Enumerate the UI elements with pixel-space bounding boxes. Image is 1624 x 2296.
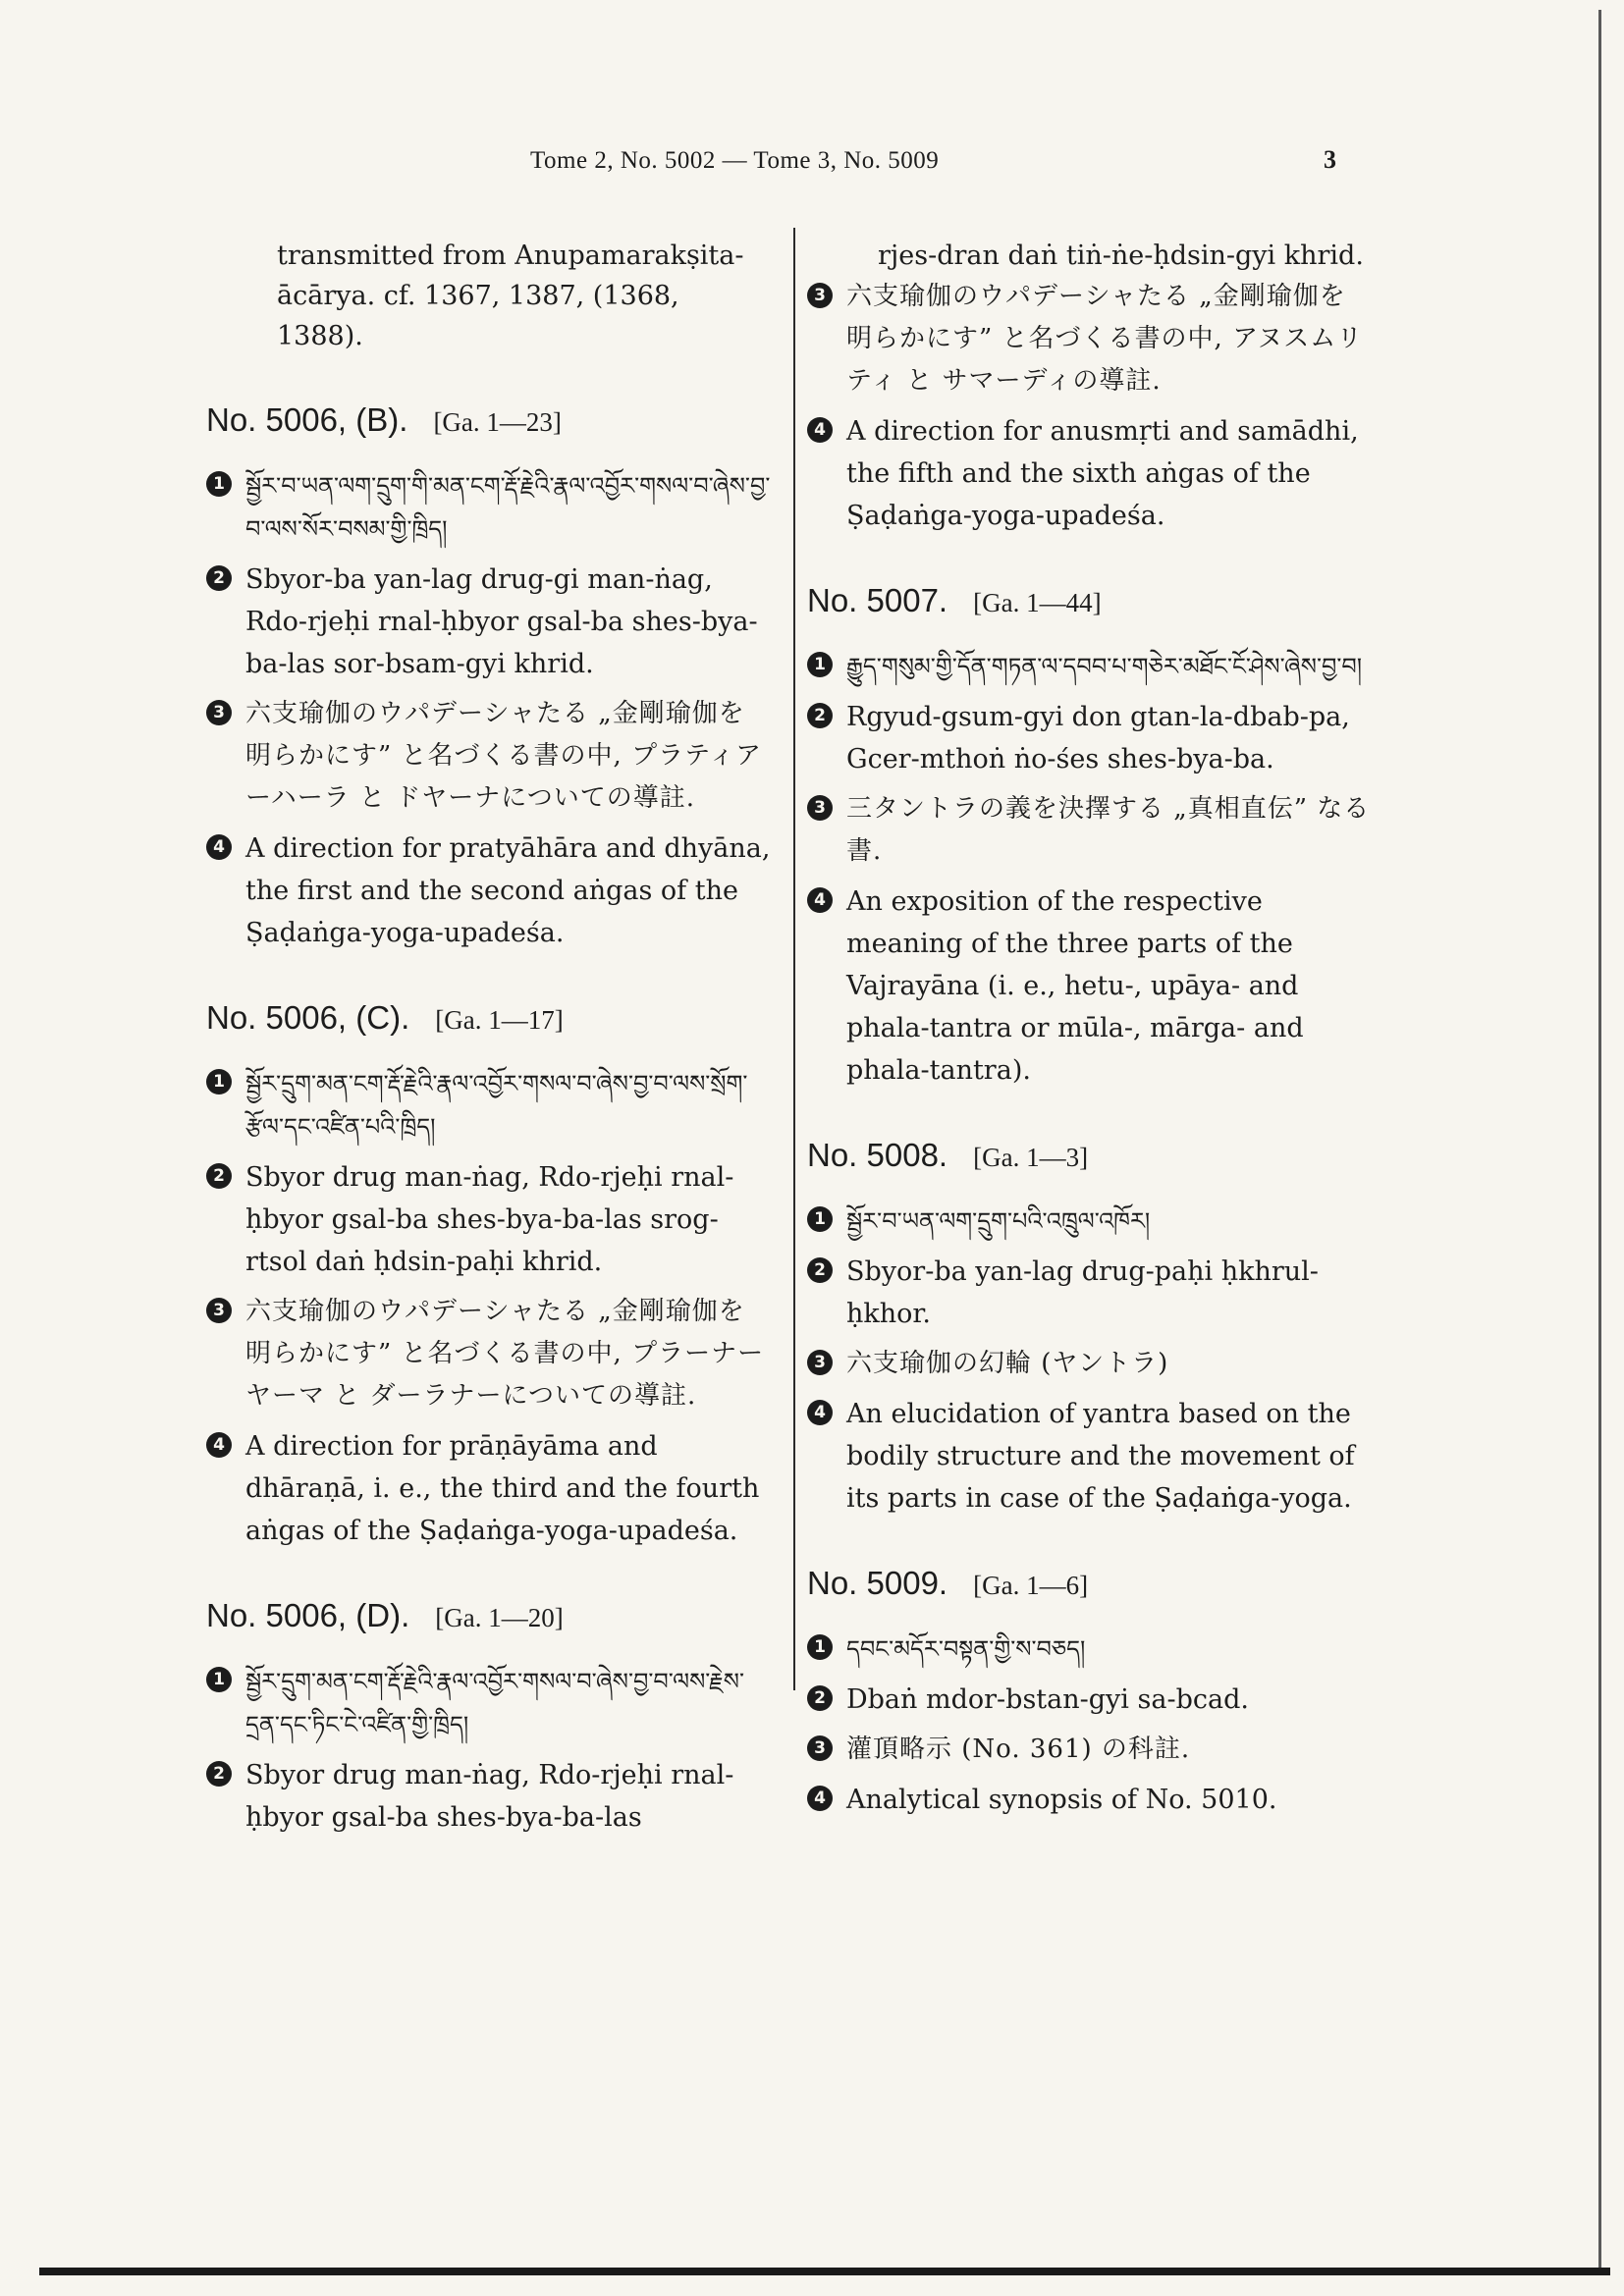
entry-heading	[807, 1133, 1372, 1180]
entry-number: No. 5006, (B).	[206, 401, 408, 438]
numbered-item	[206, 559, 771, 685]
entry-number: No. 5006, (C).	[206, 999, 410, 1036]
circled-number-icon: 3	[206, 1298, 232, 1323]
page-edge-rule	[1598, 10, 1601, 2268]
numbered-item	[206, 1291, 771, 1417]
item-text: 三タントラの義を決擇する „真相直伝” なる書.	[846, 794, 1371, 866]
entry-reference: [Ga. 1—23]	[433, 407, 562, 437]
catalog-entry	[807, 578, 1372, 1092]
circled-number-icon: 4	[807, 1786, 833, 1811]
circled-number-icon: 1	[807, 1206, 833, 1232]
numbered-item	[807, 1251, 1372, 1335]
numbered-item	[206, 1425, 771, 1552]
entry-heading	[206, 1593, 771, 1640]
numbered-item	[807, 1779, 1372, 1821]
circled-number-icon: 1	[807, 652, 833, 677]
numbered-item	[807, 1729, 1372, 1771]
numbered-item	[807, 276, 1372, 402]
left-entries	[206, 398, 771, 1839]
numbered-item	[807, 1343, 1372, 1385]
item-text: Dbaṅ mdor-bstan-gyi sa-bcad.	[846, 1684, 1249, 1715]
entry-reference: [Ga. 1—17]	[435, 1005, 564, 1035]
continuation-text: rjes-dran daṅ tiṅ-ṅe-ḥdsin-gyi khrid.	[878, 240, 1364, 271]
item-text: An exposition of the respective meaning of the three parts of the Vajrayāna (i. e., hetu-, upāya- and phala-tantra or mūla-, mārga- and phala-tantra).	[846, 886, 1304, 1086]
circled-number-icon: 4	[807, 887, 833, 913]
entry-heading	[807, 578, 1372, 625]
page-number: 3	[1324, 145, 1336, 174]
circled-number-icon: 4	[807, 417, 833, 443]
circled-number-icon: 2	[206, 565, 232, 591]
item-text: A direction for prāṇāyāma and dhāraṇā, i. e., the third and the fourth aṅgas of the Ṣaḍaṅga-yoga-upadeśa.	[245, 1431, 760, 1546]
entry-reference: [Ga. 1—3]	[973, 1143, 1089, 1172]
numbered-item	[807, 1393, 1372, 1520]
entry-heading	[807, 1561, 1372, 1608]
numbered-item	[807, 645, 1372, 688]
numbered-item	[206, 1660, 771, 1746]
bottom-rule	[39, 2268, 1610, 2275]
circled-number-icon: 3	[206, 700, 232, 725]
continuation-text: transmitted from Anupamarakṣita-ācārya. cf. 1367, 1387, (1368, 1388).	[277, 240, 744, 351]
entry-number: No. 5008.	[807, 1137, 948, 1173]
item-text: 六支瑜伽のウパデーシャたる „金剛瑜伽を明らかにす” と名づくる書の中, プラティアーハーラ と ドヤーナについての導註.	[245, 699, 763, 813]
item-text: A direction for anusmṛti and samādhi, the fifth and the sixth aṅgas of the Ṣaḍaṅga-yoga-upadeśa.	[846, 416, 1359, 531]
catalog-entry	[807, 1133, 1372, 1520]
circled-number-icon: 3	[807, 1735, 833, 1761]
item-text: Analytical synopsis of No. 5010.	[846, 1785, 1277, 1815]
left-column	[206, 236, 771, 1846]
circled-number-icon: 2	[807, 1257, 833, 1283]
item-text: An elucidation of yantra based on the bodily structure and the movement of its parts in case of the Ṣaḍaṅga-yoga.	[846, 1399, 1355, 1514]
item-text: Sbyor drug man-ṅag, Rdo-rjeḥi rnal-ḥbyor gsal-ba shes-bya-ba-las srog-rtsol daṅ ḥdsin-paḥi khrid.	[245, 1162, 734, 1277]
circled-number-icon: 1	[206, 471, 232, 497]
circled-number-icon: 2	[206, 1761, 232, 1787]
entry-number: No. 5007.	[807, 582, 948, 618]
numbered-item	[807, 788, 1372, 873]
numbered-item	[206, 1156, 771, 1283]
circled-number-icon: 1	[206, 1667, 232, 1692]
item-text: 六支瑜伽の幻輪 (ヤントラ)	[846, 1349, 1169, 1378]
item-text: སྦྱོར་དྲུག་མན་ངག་རྡོ་རྗེའི་རྣལ་འབྱོར་གསལ་བ་ཞེས་བྱ་བ་ལས་རྗེས་དྲན་དང་ཏིང་ངེ་འཛིན་གྱི་ཁྲིད།	[245, 1668, 744, 1738]
numbered-item	[807, 1628, 1372, 1671]
entry-number: No. 5009.	[807, 1565, 948, 1601]
catalog-entry	[206, 1593, 771, 1839]
column-divider	[793, 228, 795, 1690]
numbered-item	[807, 881, 1372, 1092]
circled-number-icon: 2	[807, 1685, 833, 1711]
circled-number-icon: 4	[206, 834, 232, 860]
circled-number-icon: 3	[807, 1350, 833, 1375]
entry-reference: [Ga. 1—20]	[435, 1603, 564, 1632]
numbered-item	[807, 1200, 1372, 1243]
circled-number-icon: 3	[807, 283, 833, 308]
item-text: Sbyor-ba yan-lag drug-gi man-ṅag, Rdo-rjeḥi rnal-ḥbyor gsal-ba shes-bya-ba-las sor-bsam-gyi khrid.	[245, 564, 758, 679]
item-text: སྦྱོར་བ་ཡན་ལག་དྲུག་པའི་འཁྲུལ་འཁོར།	[846, 1207, 1151, 1235]
item-text: 灌頂略示 (No. 361) の科註.	[846, 1735, 1191, 1764]
right-column	[807, 236, 1372, 1829]
circled-number-icon: 3	[807, 795, 833, 821]
circled-number-icon: 4	[807, 1400, 833, 1425]
right-entries	[807, 578, 1372, 1821]
running-header: Tome 2, No. 5002 — Tome 3, No. 5009	[530, 147, 940, 174]
entry-reference: [Ga. 1—6]	[973, 1571, 1089, 1600]
circled-number-icon: 1	[206, 1069, 232, 1095]
item-text: སྦྱོར་དྲུག་མན་ངག་རྡོ་རྗེའི་རྣལ་འབྱོར་གསལ་བ་ཞེས་བྱ་བ་ལས་སྲོག་རྩོལ་དང་འཛིན་པའི་ཁྲིད།	[245, 1070, 748, 1141]
numbered-item	[807, 410, 1372, 537]
entry-number: No. 5006, (D).	[206, 1597, 410, 1633]
circled-number-icon: 2	[206, 1163, 232, 1189]
item-text: Sbyor drug man-ṅag, Rdo-rjeḥi rnal-ḥbyor gsal-ba shes-bya-ba-las	[245, 1760, 734, 1833]
circled-number-icon: 4	[206, 1432, 232, 1458]
item-text: A direction for pratyāhāra and dhyāna, the first and the second aṅgas of the Ṣaḍaṅga-yoga-upadeśa.	[245, 833, 771, 948]
item-text: Rgyud-gsum-gyi don gtan-la-dbab-pa, Gcer-mthoṅ ṅo-śes shes-bya-ba.	[846, 702, 1350, 774]
item-text: རྒྱུད་གསུམ་གྱི་དོན་གཏན་ལ་དབབ་པ་གཅེར་མཐོང་ངོ་ཤེས་ཞེས་བྱ་བ།	[846, 653, 1363, 680]
numbered-item	[807, 1679, 1372, 1721]
numbered-item	[206, 828, 771, 954]
circled-number-icon: 2	[807, 703, 833, 728]
item-text: 六支瑜伽のウパデーシャたる „金剛瑜伽を明らかにす” と名づくる書の中, プラーナーヤーマ と ダーラナーについての導註.	[245, 1297, 765, 1411]
item-text: 六支瑜伽のウパデーシャたる „金剛瑜伽を明らかにす” と名づくる書の中, アヌスムリティ と サマーディの導註.	[846, 282, 1364, 396]
catalog-entry	[807, 1561, 1372, 1821]
circled-number-icon: 1	[807, 1634, 833, 1660]
entry-heading	[206, 398, 771, 445]
numbered-item	[206, 464, 771, 551]
numbered-item	[807, 696, 1372, 780]
catalog-entry	[206, 398, 771, 954]
numbered-item	[206, 693, 771, 820]
numbered-item	[206, 1754, 771, 1839]
catalog-entry	[206, 995, 771, 1552]
item-text: Sbyor-ba yan-lag drug-paḥi ḥkhrul-ḥkhor.	[846, 1256, 1319, 1329]
item-text: སྦྱོར་བ་ཡན་ལག་དྲུག་གི་མན་ངག་རྡོ་རྗེའི་རྣལ་འབྱོར་གསལ་བ་ཞེས་བྱ་བ་ལས་སོར་བསམ་གྱི་ཁྲིད།	[245, 472, 771, 543]
entry-heading	[206, 995, 771, 1042]
numbered-item	[206, 1062, 771, 1148]
item-text: དབང་མདོར་བསྟན་གྱི་ས་བཅད།	[846, 1635, 1086, 1663]
entry-reference: [Ga. 1—44]	[973, 588, 1102, 617]
continuation-items	[807, 276, 1372, 537]
